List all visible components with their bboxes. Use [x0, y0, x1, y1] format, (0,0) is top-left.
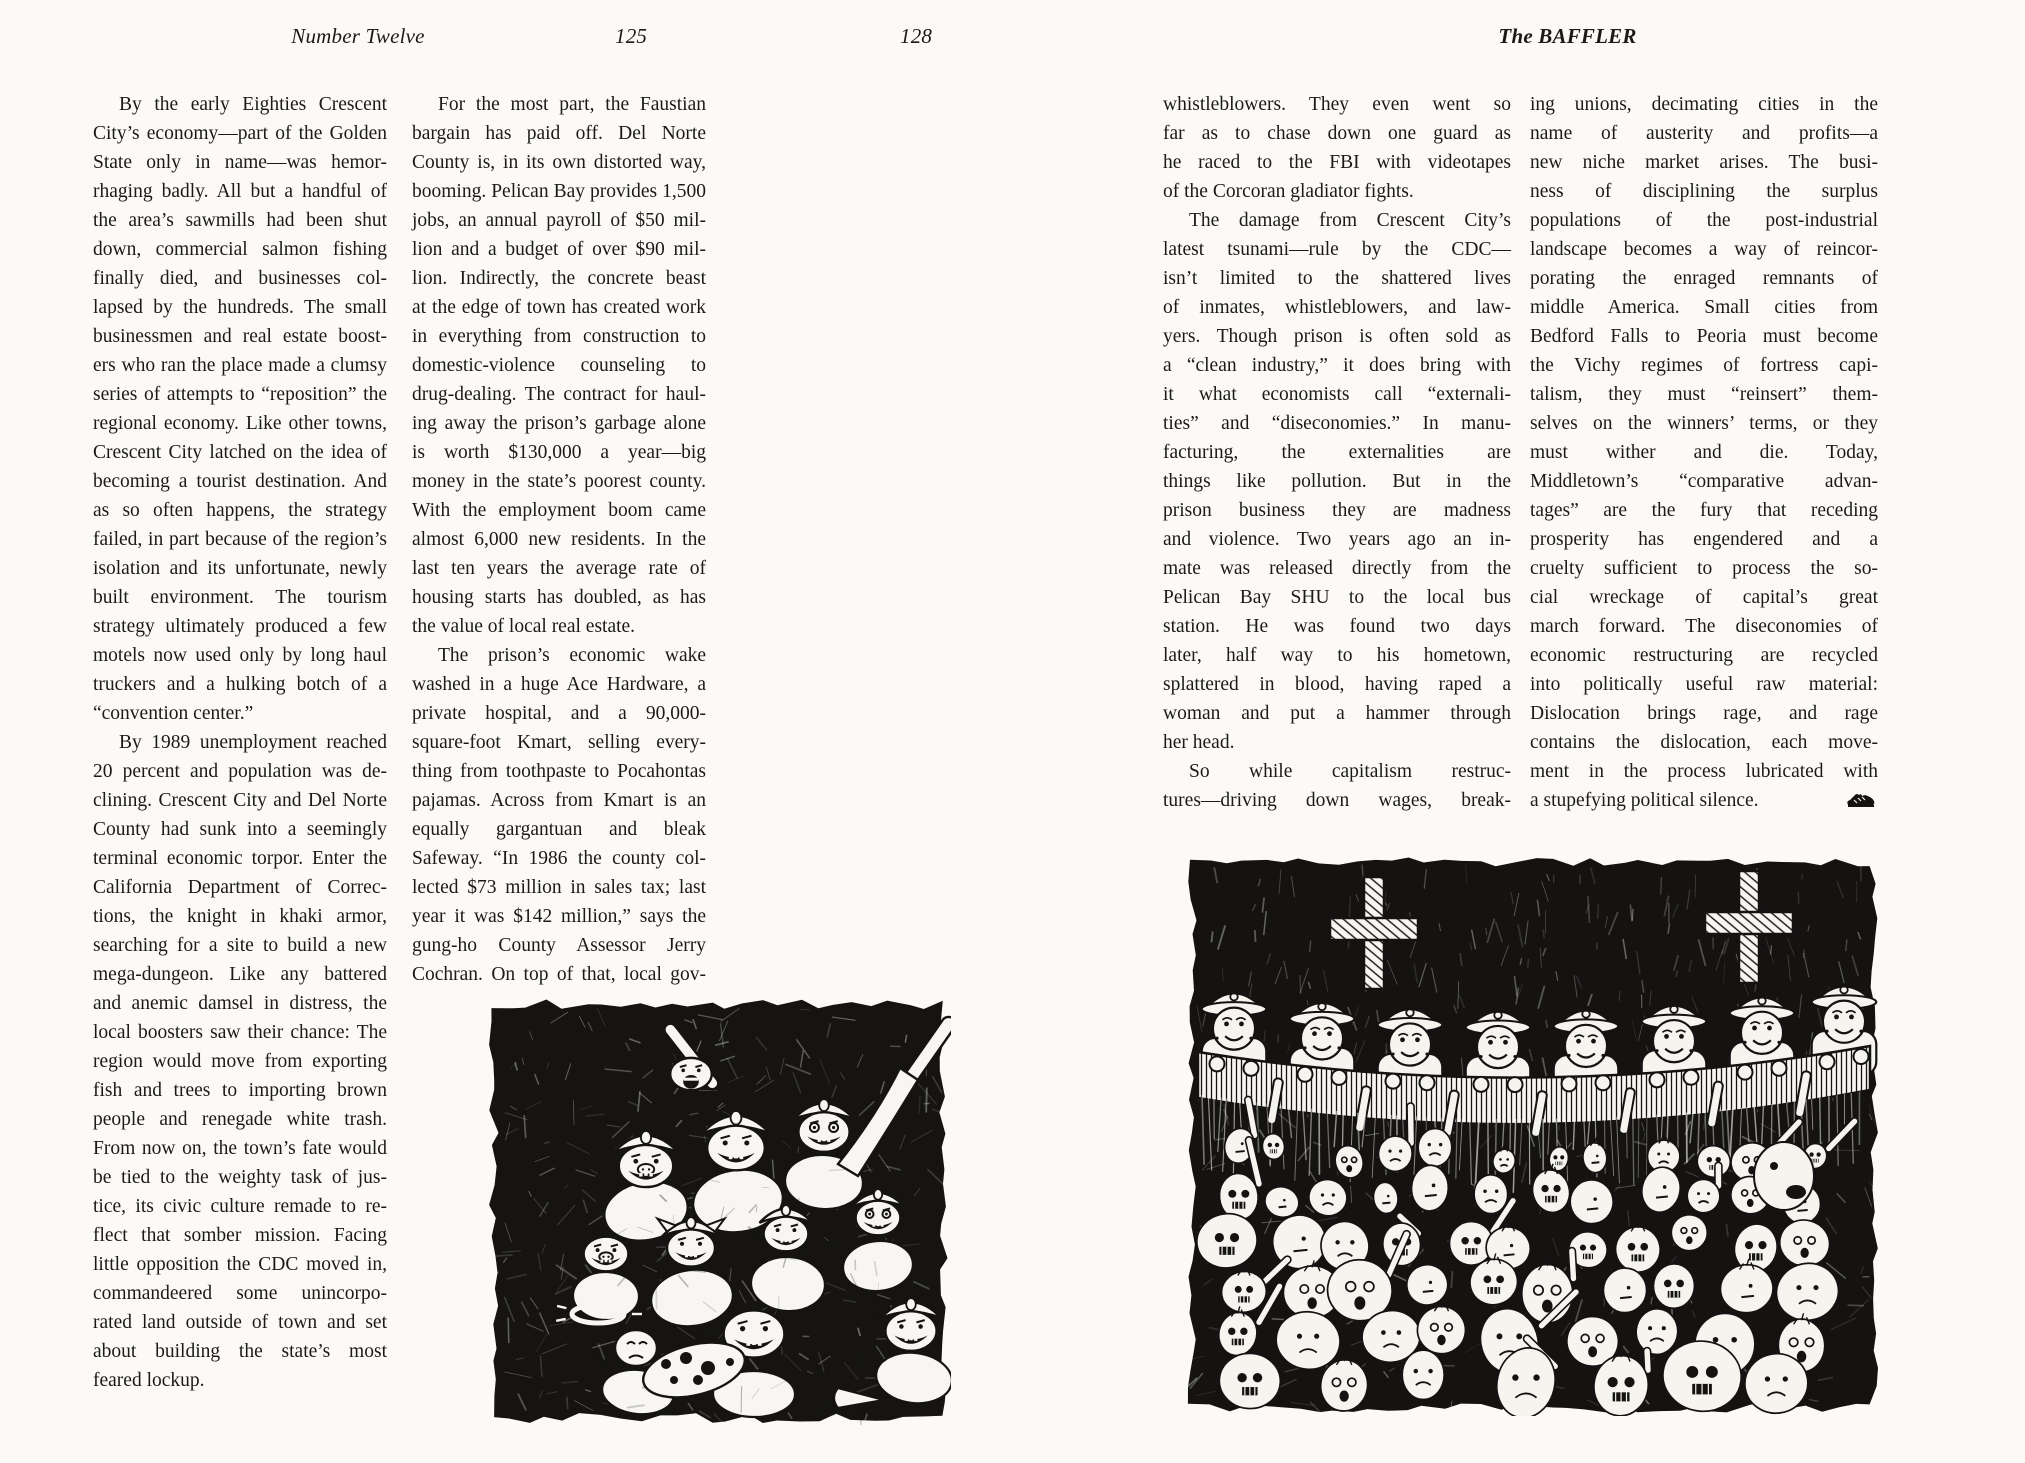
text-line — [93, 728, 387, 757]
text-line-content: terminal economic torpor. Enter the — [93, 848, 387, 869]
text-line — [1163, 728, 1511, 757]
text-line — [1163, 119, 1511, 148]
text-line-content: populations of the post-industrial — [1530, 210, 1878, 231]
text-line-content: domestic-violence counseling to — [412, 355, 706, 376]
text-line-content: gung-ho County Assessor Jerry — [412, 935, 706, 956]
text-line — [412, 902, 706, 931]
text-line — [93, 177, 387, 206]
text-line — [93, 583, 387, 612]
text-line — [93, 293, 387, 322]
text-line-content: facturing, the externalities are — [1163, 442, 1511, 463]
text-line-content: washed in a huge Ace Hardware, a — [412, 674, 706, 695]
right-page-header-title: The BAFFLER — [1498, 24, 1637, 48]
text-line-content: money in the state’s poorest county. — [412, 471, 706, 492]
text-line — [1530, 90, 1878, 119]
text-line-content: yers. Though prison is often sold as — [1163, 326, 1511, 347]
text-line — [1163, 525, 1511, 554]
text-line — [93, 873, 387, 902]
text-line-content: “convention center.” — [93, 703, 254, 724]
text-line — [1163, 148, 1511, 177]
text-line-content: a “clean industry,” it does bring with — [1163, 355, 1511, 376]
text-line-content: and anemic damsel in distress, the — [93, 993, 387, 1014]
text-line-content: mate was released directly from the — [1163, 558, 1511, 579]
text-line-content: County is, in its own distorted way, — [412, 152, 706, 173]
text-line — [93, 931, 387, 960]
text-line-content: jobs, an annual payroll of $50 mil- — [412, 210, 706, 231]
text-line-content: lion. Indirectly, the concrete beast — [412, 268, 706, 289]
text-line — [412, 90, 706, 119]
text-line-content: tice, its civic culture remade to re- — [93, 1196, 387, 1217]
text-line — [1530, 670, 1878, 699]
text-line — [93, 409, 387, 438]
left-page-column-2 — [412, 90, 706, 989]
text-line-content: landscape becomes a way of reincor- — [1530, 239, 1878, 260]
text-line — [93, 119, 387, 148]
text-line — [1530, 728, 1878, 757]
prison-crowd-illustration — [1184, 854, 1882, 1416]
text-line — [93, 90, 387, 119]
text-line-content: lected $73 million in sales tax; last — [412, 877, 706, 898]
text-line-content: clining. Crescent City and Del Norte — [93, 790, 387, 811]
text-line-content: region would move from exporting — [93, 1051, 387, 1072]
text-line — [412, 757, 706, 786]
text-line — [412, 554, 706, 583]
text-line — [1530, 641, 1878, 670]
text-line-content: tages” are the fury that receding — [1530, 500, 1878, 521]
text-line — [93, 1018, 387, 1047]
text-line — [93, 322, 387, 351]
text-line-content: local boosters saw their chance: The — [93, 1022, 387, 1043]
text-line — [412, 815, 706, 844]
text-line — [412, 525, 706, 554]
text-line-content: name of austerity and profits—a — [1530, 123, 1878, 144]
text-line-content: feared lockup. — [93, 1370, 205, 1391]
text-line — [412, 641, 706, 670]
text-line-content: Safeway. “In 1986 the county col- — [412, 848, 706, 869]
text-line-content: strategy ultimately produced a few — [93, 616, 387, 637]
text-line-content: selves on the winners’ terms, or they — [1530, 413, 1878, 434]
text-line — [1530, 322, 1878, 351]
text-line — [1530, 264, 1878, 293]
text-line-content: California Department of Correc- — [93, 877, 387, 898]
text-line-content: at the edge of town has created work — [412, 297, 706, 318]
text-line — [93, 525, 387, 554]
text-line — [93, 1221, 387, 1250]
text-line — [1163, 467, 1511, 496]
text-line-content: State only in name—was hemor- — [93, 152, 387, 173]
text-line — [412, 148, 706, 177]
text-line-content: it what economists call “externali- — [1163, 384, 1511, 405]
text-line-content: economic restructuring are recycled — [1530, 645, 1878, 666]
text-line-content: lapsed by the hundreds. The small — [93, 297, 387, 318]
text-line-content: later, half way to his hometown, — [1163, 645, 1511, 666]
text-line — [93, 1308, 387, 1337]
text-line-content: tions, the knight in khaki armor, — [93, 906, 387, 927]
text-line — [1163, 322, 1511, 351]
text-line-content: last ten years the average rate of — [412, 558, 706, 579]
text-line — [93, 554, 387, 583]
text-line-content: down, commercial salmon fishing — [93, 239, 387, 260]
text-line-content: splattered in blood, having raped a — [1163, 674, 1511, 695]
text-line-content: whistleblowers. They even went so — [1163, 94, 1511, 115]
text-line-content: ers who ran the place made a clumsy — [93, 355, 387, 376]
text-line-content: cruelty sufficient to process the so- — [1530, 558, 1878, 579]
text-line — [1163, 409, 1511, 438]
text-line-content: new niche market arises. The busi- — [1530, 152, 1878, 173]
text-line — [412, 699, 706, 728]
text-line-content: prison business they are madness — [1163, 500, 1511, 521]
text-line — [1163, 235, 1511, 264]
text-line — [1530, 612, 1878, 641]
text-line-content: mega-dungeon. Like any battered — [93, 964, 387, 985]
text-line-content: the Vichy regimes of fortress capi- — [1530, 355, 1878, 376]
text-line — [93, 438, 387, 467]
text-line-content: commandeered some unincorpo- — [93, 1283, 387, 1304]
text-line — [1530, 177, 1878, 206]
text-line — [1530, 438, 1878, 467]
text-line — [1530, 409, 1878, 438]
text-line-content: lion and a budget of over $90 mil- — [412, 239, 706, 260]
text-line-content: must wither and die. Today, — [1530, 442, 1878, 463]
text-line — [93, 757, 387, 786]
text-line-content: County had sunk into a seemingly — [93, 819, 387, 840]
text-line — [1530, 757, 1878, 786]
article-end-mark — [1846, 792, 1876, 809]
text-line — [412, 380, 706, 409]
text-line-content: he raced to the FBI with videotapes — [1163, 152, 1511, 173]
text-line-content: the value of local real estate. — [412, 616, 636, 637]
text-line-content: Bedford Falls to Peoria must become — [1530, 326, 1878, 347]
text-line — [1163, 293, 1511, 322]
text-line — [1163, 583, 1511, 612]
text-line-content: isn’t limited to the shattered lives — [1163, 268, 1511, 289]
text-line-content: latest tsunami—rule by the CDC— — [1163, 239, 1511, 260]
text-line — [412, 264, 706, 293]
text-line-content: private hospital, and a 90,000- — [412, 703, 706, 724]
text-line-content: middle America. Small cities from — [1530, 297, 1878, 318]
text-line — [412, 612, 706, 641]
text-line — [412, 293, 706, 322]
text-line-content: fish and trees to importing brown — [93, 1080, 387, 1101]
text-line — [412, 844, 706, 873]
text-line — [1163, 206, 1511, 235]
text-line — [1530, 380, 1878, 409]
text-line — [93, 351, 387, 380]
text-line — [93, 235, 387, 264]
text-line — [93, 815, 387, 844]
text-line-content: failed, in part because of the region’s — [93, 529, 387, 550]
text-line — [93, 148, 387, 177]
text-line-content: talism, they must “reinsert” them- — [1530, 384, 1878, 405]
text-line — [93, 1047, 387, 1076]
text-line — [1163, 264, 1511, 293]
text-line-content: series of attempts to “reposition” the — [93, 384, 387, 405]
text-line — [93, 1134, 387, 1163]
right-page-column-2 — [1530, 90, 1878, 815]
left-page-number: 125 — [615, 24, 648, 48]
text-line — [93, 1337, 387, 1366]
text-line-content: square-foot Kmart, selling every- — [412, 732, 706, 753]
text-line — [1163, 786, 1511, 815]
text-line-content: of the Corcoran gladiator fights. — [1163, 181, 1414, 202]
text-line-content: ness of disciplining the surplus — [1530, 181, 1878, 202]
text-line-content: truckers and a hulking botch of a — [93, 674, 387, 695]
text-line — [1530, 786, 1878, 815]
text-line-content: far as to chase down one guard as — [1163, 123, 1511, 144]
text-line — [1163, 757, 1511, 786]
text-line-content: ing away the prison’s garbage alone — [412, 413, 706, 434]
text-line — [1530, 583, 1878, 612]
text-line-content: people and renegade white trash. — [93, 1109, 387, 1130]
text-line — [1163, 351, 1511, 380]
text-line-content: be tied to the weighty task of jus- — [93, 1167, 387, 1188]
text-line — [93, 1192, 387, 1221]
text-line-content: rated land outside of town and set — [93, 1312, 387, 1333]
text-line — [93, 960, 387, 989]
text-line-content: Dislocation brings rage, and rage — [1530, 703, 1878, 724]
text-line-content: regional economy. Like other towns, — [93, 413, 387, 434]
text-line — [412, 467, 706, 496]
text-line — [93, 467, 387, 496]
text-line-content: Pelican Bay SHU to the local bus — [1163, 587, 1511, 608]
text-line-content: isolation and its unfortunate, newly — [93, 558, 387, 579]
text-line-content: is worth $130,000 a year—big — [412, 442, 706, 463]
text-line — [412, 931, 706, 960]
text-line — [1163, 177, 1511, 206]
text-line — [412, 322, 706, 351]
text-line — [1163, 554, 1511, 583]
text-line-content: porating the enraged remnants of — [1530, 268, 1878, 289]
text-line-content: little opposition the CDC moved in, — [93, 1254, 387, 1275]
text-line — [1163, 612, 1511, 641]
text-line-content: woman and put a hammer through — [1163, 703, 1511, 724]
text-line-content: into politically useful raw material: — [1530, 674, 1878, 695]
text-line-content: flect that somber mission. Facing — [93, 1225, 387, 1246]
guards-pileup-illustration — [486, 996, 951, 1426]
text-line — [93, 612, 387, 641]
text-line-content: prosperity has engendered and a — [1530, 529, 1878, 550]
text-line-content: a stupefying political silence. — [1530, 790, 1759, 811]
text-line — [93, 641, 387, 670]
text-line — [1530, 351, 1878, 380]
text-line-content: in everything from construction to — [412, 326, 706, 347]
text-line — [93, 1163, 387, 1192]
text-line — [93, 1366, 387, 1395]
text-line-content: Crescent City latched on the idea of — [93, 442, 387, 463]
text-line — [93, 206, 387, 235]
text-line — [412, 119, 706, 148]
text-line-content: her head. — [1163, 732, 1235, 753]
text-line — [93, 1105, 387, 1134]
text-line — [1163, 380, 1511, 409]
text-line — [93, 786, 387, 815]
text-line-content: The prison’s economic wake — [438, 645, 706, 666]
text-line — [1530, 148, 1878, 177]
text-line-content: Middletown’s “comparative advan- — [1530, 471, 1878, 492]
left-page-column-1 — [93, 90, 387, 1395]
text-line — [412, 351, 706, 380]
text-line-content: station. He was found two days — [1163, 616, 1511, 637]
text-line — [93, 902, 387, 931]
text-line — [93, 699, 387, 728]
text-line — [1530, 554, 1878, 583]
right-page-column-1 — [1163, 90, 1511, 815]
text-line — [1530, 699, 1878, 728]
text-line — [93, 989, 387, 1018]
text-line-content: ties” and “diseconomies.” In manu- — [1163, 413, 1511, 434]
text-line — [412, 728, 706, 757]
text-line-content: of inmates, whistleblowers, and law- — [1163, 297, 1511, 318]
text-line — [1530, 119, 1878, 148]
text-line — [93, 1279, 387, 1308]
text-line-content: rhaging badly. All but a handful of — [93, 181, 387, 202]
text-line-content: things like pollution. But in the — [1163, 471, 1511, 492]
text-line — [1163, 90, 1511, 119]
text-line-content: So while capitalism restruc- — [1189, 761, 1511, 782]
text-line-content: booming. Pelican Bay provides 1,500 — [412, 181, 706, 202]
text-line-content: bargain has paid off. Del Norte — [412, 123, 706, 144]
text-line — [1163, 699, 1511, 728]
text-line — [412, 235, 706, 264]
text-line — [412, 438, 706, 467]
text-line — [93, 670, 387, 699]
right-page-number: 128 — [900, 24, 933, 48]
text-line-content: searching for a site to build a new — [93, 935, 387, 956]
left-page-header-title: Number Twelve — [291, 24, 425, 48]
text-line-content: the area’s sawmills had been shut — [93, 210, 387, 231]
text-line-content: about building the state’s most — [93, 1341, 387, 1362]
text-line-content: equally gargantuan and bleak — [412, 819, 706, 840]
text-line — [1163, 496, 1511, 525]
text-line-content: contains the dislocation, each move- — [1530, 732, 1878, 753]
text-line-content: motels now used only by long haul — [93, 645, 387, 666]
text-line-content: With the employment boom came — [412, 500, 706, 521]
text-line — [412, 206, 706, 235]
text-line — [1530, 496, 1878, 525]
text-line — [1530, 467, 1878, 496]
text-line-content: and violence. Two years ago an in- — [1163, 529, 1511, 550]
text-line-content: drug-dealing. The contract for haul- — [412, 384, 706, 405]
text-line-content: The damage from Crescent City’s — [1189, 210, 1511, 231]
text-line-content: ment in the process lubricated with — [1530, 761, 1878, 782]
text-line — [412, 496, 706, 525]
text-line — [412, 670, 706, 699]
text-line — [412, 873, 706, 902]
text-line-content: Cochran. On top of that, local gov- — [412, 964, 706, 985]
text-line-content: City’s economy—part of the Golden — [93, 123, 387, 144]
text-line-content: pajamas. Across from Kmart is an — [412, 790, 706, 811]
text-line — [412, 960, 706, 989]
text-line-content: businessmen and real estate boost- — [93, 326, 387, 347]
text-line — [93, 1076, 387, 1105]
text-line — [93, 844, 387, 873]
text-line — [93, 496, 387, 525]
text-line — [1163, 670, 1511, 699]
text-line-content: becoming a tourist destination. And — [93, 471, 387, 492]
text-line-content: 20 percent and population was de- — [93, 761, 387, 782]
text-line — [1163, 438, 1511, 467]
text-line — [1530, 206, 1878, 235]
text-line-content: tures—driving down wages, break- — [1163, 790, 1511, 811]
text-line — [1530, 525, 1878, 554]
text-line — [1163, 641, 1511, 670]
text-line-content: almost 6,000 new residents. In the — [412, 529, 706, 550]
text-line — [1530, 293, 1878, 322]
text-line — [412, 786, 706, 815]
text-line-content: ing unions, decimating cities in the — [1530, 94, 1878, 115]
text-line-content: housing starts has doubled, as has — [412, 587, 706, 608]
text-line-content: cial wreckage of capital’s great — [1530, 587, 1878, 608]
text-line-content: By 1989 unemployment reached — [119, 732, 387, 753]
text-line-content: built environment. The tourism — [93, 587, 387, 608]
text-line — [93, 380, 387, 409]
text-line-content: From now on, the town’s fate would — [93, 1138, 387, 1159]
text-line-content: as so often happens, the strategy — [93, 500, 387, 521]
text-line-content: thing from toothpaste to Pocahontas — [412, 761, 706, 782]
text-line-content: year it was $142 million,” says the — [412, 906, 706, 927]
text-line-content: finally died, and businesses col- — [93, 268, 387, 289]
text-line — [93, 1250, 387, 1279]
text-line-content: march forward. The diseconomies of — [1530, 616, 1878, 637]
text-line-content: By the early Eighties Crescent — [119, 94, 387, 115]
text-line-content: For the most part, the Faustian — [438, 94, 706, 115]
text-line — [412, 177, 706, 206]
text-line — [1530, 235, 1878, 264]
text-line — [93, 264, 387, 293]
text-line — [412, 583, 706, 612]
text-line — [412, 409, 706, 438]
end-mark-shoe-icon — [1846, 792, 1876, 809]
